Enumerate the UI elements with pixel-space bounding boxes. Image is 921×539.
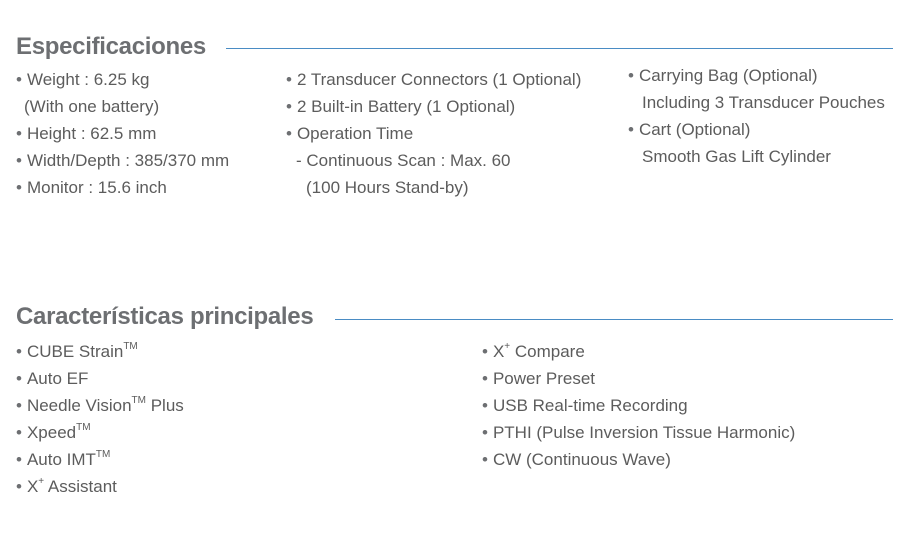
feature-item: • USB Real-time Recording [482,396,688,415]
features-divider [335,319,893,320]
spec-line: • Carrying Bag (Optional) [628,66,818,85]
spec-line: • Cart (Optional) [628,120,751,139]
feature-item: • Auto EF [16,369,89,388]
feature-item: • Power Preset [482,369,595,388]
spec-line: • Monitor : 15.6 inch [16,178,167,197]
spec-line: Smooth Gas Lift Cylinder [642,147,831,166]
spec-line: • Height : 62.5 mm [16,124,157,143]
spec-line: (With one battery) [24,97,160,116]
specs-divider [226,48,893,49]
spec-line: • 2 Transducer Connectors (1 Optional) [286,70,582,89]
spec-line: • Weight : 6.25 kg [16,70,150,89]
feature-item: • CW (Continuous Wave) [482,450,671,469]
feature-item: • Auto IMT™ [16,449,111,469]
spec-line: • Operation Time [286,124,414,143]
spec-line: - Continuous Scan : Max. 60 [296,151,511,170]
feature-item: • PTHI (Pulse Inversion Tissue Harmonic) [482,423,796,442]
spec-line: (100 Hours Stand-by) [306,178,469,197]
specs-heading: Especificaciones [16,33,206,60]
spec-line: Including 3 Transducer Pouches [642,93,885,112]
feature-item: • X+ Compare [482,341,585,361]
feature-item: • Xpeed™ [16,422,91,442]
feature-item: • X+ Assistant [16,476,117,496]
spec-line: • Width/Depth : 385/370 mm [16,151,230,170]
feature-item: • Needle Vision™ Plus [16,395,184,415]
spec-line: • 2 Built-in Battery (1 Optional) [286,97,516,116]
features-heading: Características principales [16,303,314,330]
feature-item: • CUBE Strain™ [16,341,138,361]
